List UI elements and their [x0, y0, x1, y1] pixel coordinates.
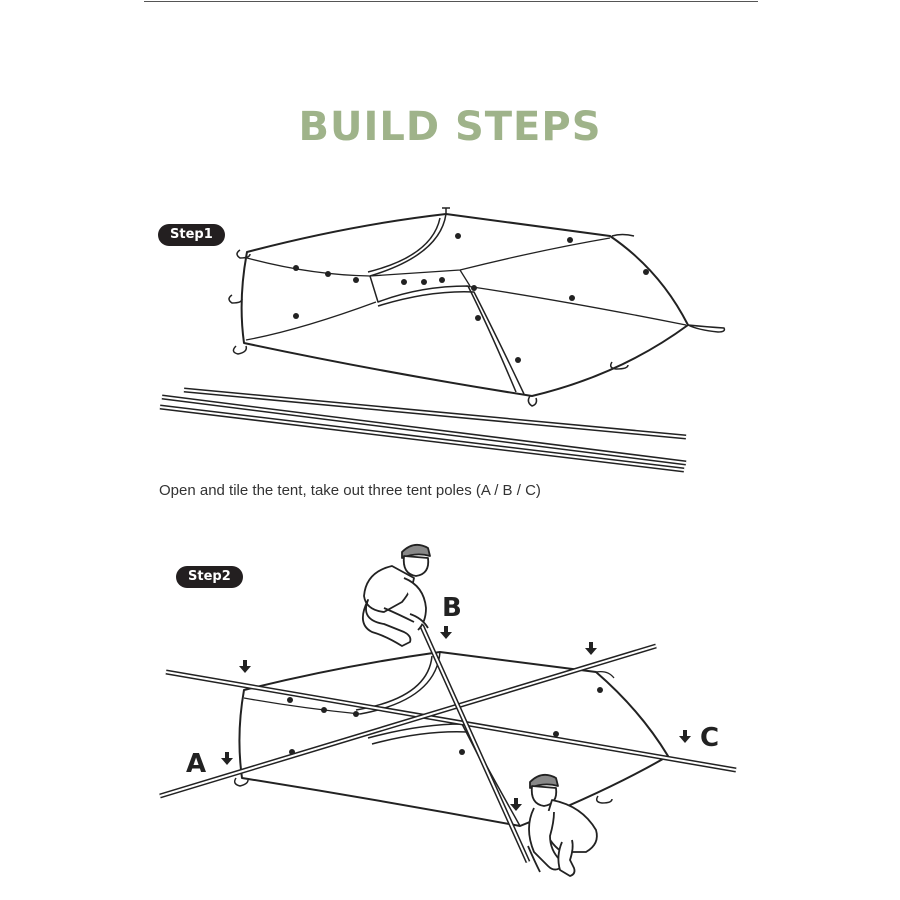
page-title: BUILD STEPS	[298, 104, 602, 150]
stake-loop	[528, 396, 536, 406]
clip	[459, 749, 465, 755]
pole-b-label: B	[442, 593, 462, 623]
tent-outline	[239, 652, 668, 826]
down-arrow-icon	[679, 730, 691, 743]
clip	[421, 279, 427, 285]
stake-loop	[233, 346, 246, 354]
tent-pole	[160, 407, 684, 470]
stake-loop	[442, 208, 450, 214]
tent-seam	[466, 286, 686, 325]
down-arrow-icon	[440, 626, 452, 639]
tent-seam	[378, 292, 524, 394]
person-top	[363, 545, 430, 646]
down-arrow-icon	[221, 752, 233, 765]
pole-b	[420, 622, 528, 862]
clip	[401, 279, 407, 285]
clip	[353, 277, 359, 283]
step1-caption: Open and tile the tent, take out three tent poles (A / B / C)	[159, 482, 541, 499]
clip	[553, 731, 559, 737]
clip	[293, 313, 299, 319]
clip	[597, 687, 603, 693]
clip	[515, 357, 521, 363]
stake-loop	[612, 235, 634, 237]
stake-loop	[229, 295, 242, 303]
step1-badge: Step1	[158, 224, 225, 246]
clip	[471, 285, 477, 291]
clip	[325, 271, 331, 277]
down-arrow-icon	[510, 798, 522, 811]
stake-loop	[688, 325, 724, 332]
clip	[353, 711, 359, 717]
clip	[567, 237, 573, 243]
tent-seam	[247, 238, 610, 276]
clip	[321, 707, 327, 713]
pole-a-label: A	[186, 749, 207, 779]
down-arrow-icon	[239, 660, 251, 673]
clip	[569, 295, 575, 301]
stake-loop	[597, 796, 612, 803]
person-bottom	[528, 775, 597, 876]
down-arrow-icon	[585, 642, 597, 655]
clip	[287, 697, 293, 703]
clip	[643, 269, 649, 275]
pole-c	[160, 646, 656, 796]
pole-c-label: C	[700, 723, 720, 753]
tent-seam	[246, 302, 376, 340]
clip	[475, 315, 481, 321]
tent-seam	[460, 270, 470, 286]
clip	[293, 265, 299, 271]
tent-seam	[360, 652, 440, 714]
clip	[455, 233, 461, 239]
clip	[439, 277, 445, 283]
step2-illustration	[0, 500, 900, 900]
step2-badge: Step2	[176, 566, 243, 588]
